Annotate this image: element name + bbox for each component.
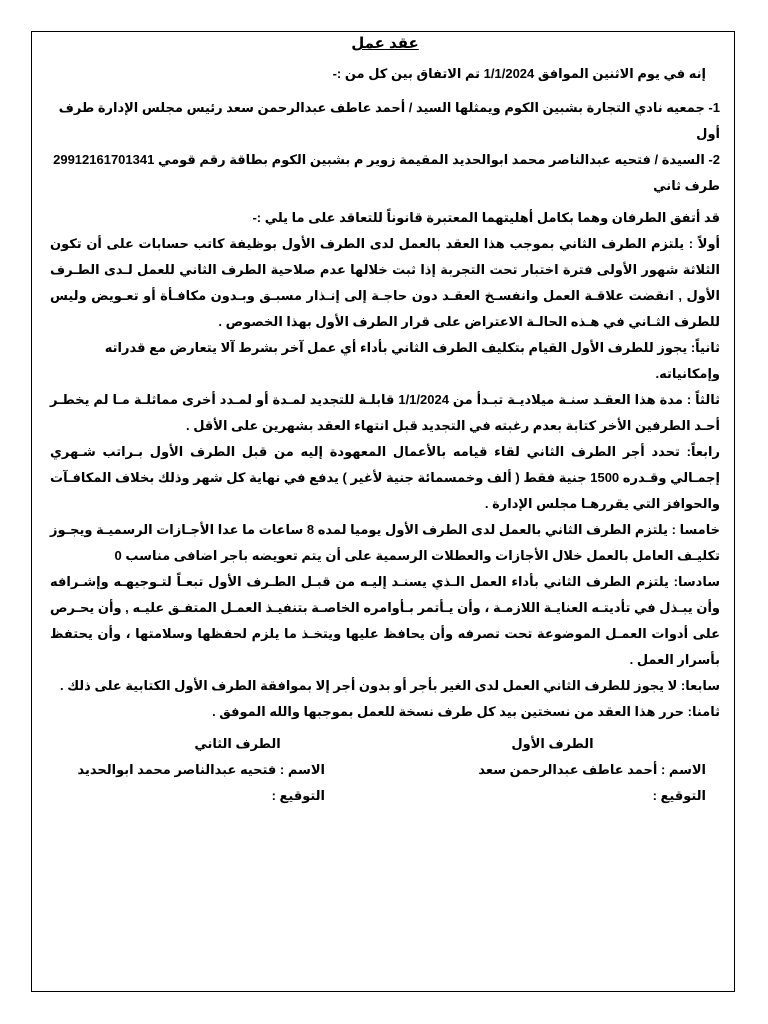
second-party-heading: الطرف الثاني [194,736,281,751]
clause-fourth: رابعاً: تحدد أجر الطرف الثاني لقاء قيامه بالأعمال المعهودة إليه من قبل الطرف الأول بـراتب شـهري إجمـالي وقـدره 1500 جنية فقط ( ألف وخمسمائة جنية لأغير ) يدفع في نهاية كل شهر وذلك بخلاف المكافـآت والحوافز التي يقررهـا مجلس الإدارة . [50,444,721,511]
clause-first: أولاً : يلتزم الطرف الثاني بموجب هذا العقد بالعمل لدى الطرف الأول بوظيفة كاتب حسابات على أن تكون الثلاثة شهور الأولى فترة اختبار تحت التجربة إذا ثبت خلالها عدم صلاحية الطرف الثاني للعمل لـدى الطـرف الأول , انقضت علاقـة العمل وانفسـخ العقـد دون حاجـة إلى إنـذار مسبـق وبـدون مكافـأة أو تعـويض وليس للطرف الثـاني في هـذه الحالـة الاعتراض على قرار الطرف الأول بهذا الخصوص . [50,236,720,329]
agreement-line: قد أتفق الطرفان وهما بكامل أهليتهما المعتبرة قانوناً للتعاقد على ما يلي :- [252,210,720,225]
signature-block [50,731,720,809]
party-one: 1- جمعيه نادي التجارة بشبين الكوم ويمثلها السيد / أحمد عاطف عبدالرحمن سعد رئيس مجلس الإدارة طرف أول [58,100,720,141]
intro-line: إنه في يوم الاثنين الموافق 1/1/2024 تم الاتفاق بين كل من :- [332,66,706,81]
clause-third: ثالثاً : مدة هذا العقـد سنـة ميلاديـة تبـدأ من 1/1/2024 قابلـة للتجديد لمـدة أو لمـدد أخرى مماثلـة مـا لم يخطـر أحـد الطرفين الأخر كتابة بعدم رغبته في التجديد قبل انتهاء العقد بشهرين على الأقل . [50,392,721,433]
first-party-signature: التوقيع : [652,788,706,803]
signature-first-party [385,731,720,809]
party-two-role: طرف ثاني [653,178,720,193]
first-party-heading: الطرف الأول [511,736,594,751]
clause-sixth: سادسا: يلتزم الطرف الثاني بأداء العمل الـذي يسنـد إليـه من قبـل الطـرف الأول تبعـاً لتـوجيهـه وإشـرافه وأن يبـذل في تأديتـه العنايـة اللازمـة ، وأن يـأتمر بـأوامره الخاصـة بتنفيـذ العمـل المتفـق عليـه , وأن يحـرص على أدوات العمـل الموضوعة تحت تصرفه وأن يحافظ عليها ويتخـذ ما يلزم لحفظها وسلامتها ، وأن يحتفظ بأسرار العمل . [50,574,720,667]
second-party-name: الاسم : فتحيه عبدالناصر محمد ابوالحديد [77,762,325,777]
second-party-signature: التوقيع : [271,788,325,803]
party-two: 2- السيدة / فتحيه عبدالناصر محمد ابوالحديد المقيمة زوير م بشبين الكوم بطاقة رقم قومي 29912161701341 [53,152,720,167]
clause-fifth: خامسا : يلتزم الطرف الثاني بالعمل لدى الطرف الأول يوميا لمده 8 ساعات ما عدا الأجـازات الرسميـة ويجـوز تكليـف العامل بالعمل خلال الأجازات والعطلات الرسمية على أن يتم تعويضه باجر اضافى مناسب 0 [50,522,720,563]
clause-seventh: سابعا: لا يجوز للطرف الثاني العمل لدى الغير بأجر أو بدون أجر إلا بموافقة الطرف الأول الكتابية على ذلك . [59,678,720,693]
clause-second: ثانياً: يجوز للطرف الأول القيام بتكليف الطرف الثاني بأداء أي عمل آخر بشرط آلا يتعارض مع قدراته وإمكانياته. [104,340,720,381]
clause-eighth: ثامنا: حرر هذا العقد من نسختين بيد كل طرف نسخة للعمل بموجبها والله الموفق . [212,704,720,719]
contract-document [50,33,720,809]
signature-second-party [50,731,385,809]
document-title: عقد عمل [351,35,419,52]
first-party-name: الاسم : أحمد عاطف عبدالرحمن سعد [478,762,706,777]
